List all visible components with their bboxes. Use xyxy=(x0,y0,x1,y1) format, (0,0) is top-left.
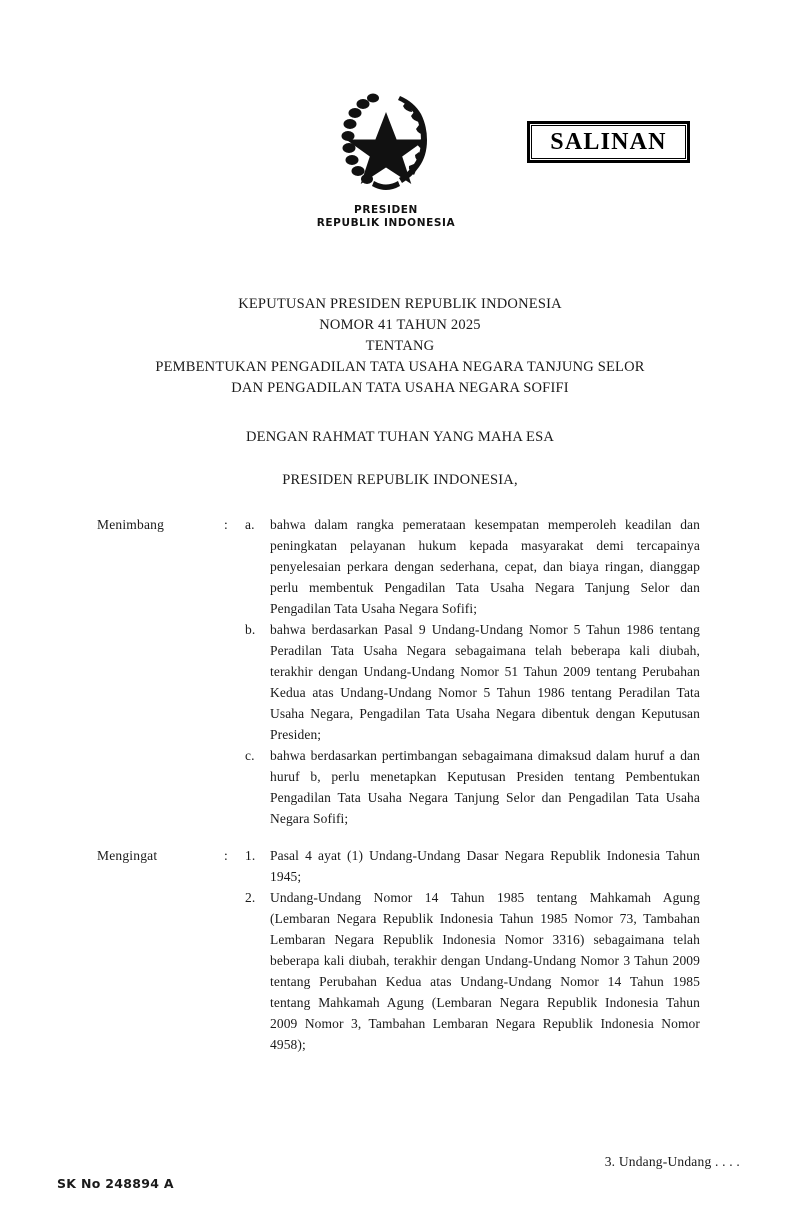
document-header xyxy=(0,0,800,250)
salinan-stamp-inner-border xyxy=(531,125,686,159)
title-line-tentang: TENTANG xyxy=(365,338,435,354)
clause-section-menimbang xyxy=(0,514,800,829)
issuer-line: PRESIDEN REPUBLIK INDONESIA, xyxy=(282,472,518,488)
title-line-subject-2: DAN PENGADILAN TATA USAHA NEGARA SOFIFI xyxy=(231,380,569,396)
clause-colon-mengingat: : xyxy=(224,848,228,863)
clause-section-mengingat xyxy=(0,845,800,1055)
clause-label-mengingat: Mengingat xyxy=(97,848,158,863)
indonesia-presidential-emblem-star-wreath-icon xyxy=(326,86,446,198)
clause-sections xyxy=(0,514,800,1055)
clause-item-marker: c. xyxy=(245,748,255,763)
title-line-decree-type: KEPUTUSAN PRESIDEN REPUBLIK INDONESIA xyxy=(238,296,562,312)
clause-item xyxy=(245,845,700,887)
title-line-number-year: NOMOR 41 TAHUN 2025 xyxy=(319,317,481,333)
clause-item-list-menimbang xyxy=(245,514,700,829)
clause-item-marker: 1. xyxy=(245,848,256,863)
clause-item xyxy=(245,887,700,1055)
continuation-marker: 3. Undang-Undang . . . . xyxy=(604,1154,740,1169)
clause-label-menimbang: Menimbang xyxy=(97,517,165,532)
clause-item xyxy=(245,514,700,619)
title-line-subject-1: PEMBENTUKAN PENGADILAN TATA USAHA NEGARA TANJUNG SELOR xyxy=(155,359,645,375)
clause-item-text: bahwa berdasarkan pertimbangan sebagaimana dimaksud dalam huruf a dan huruf b, perlu menetapkan Keputusan Presiden tentang Pembentukan Pengadilan Tata Usaha Negara Tanjung Selor dan Pengadilan Tata Usaha Negara Sofifi; xyxy=(270,748,700,826)
salinan-stamp-label: SALINAN xyxy=(550,129,667,155)
clause-item xyxy=(245,745,700,829)
emblem-caption-line-1: PRESIDEN xyxy=(354,204,418,216)
clause-item-marker: 2. xyxy=(245,890,256,905)
emblem-caption xyxy=(0,204,772,230)
clause-item-text: Pasal 4 ayat (1) Undang-Undang Dasar Negara Republik Indonesia Tahun 1945; xyxy=(270,848,700,884)
clause-item xyxy=(245,619,700,745)
emblem-caption-line-2: REPUBLIK INDONESIA xyxy=(316,217,456,229)
clause-item-marker: b. xyxy=(245,622,256,637)
clause-item-text: bahwa berdasarkan Pasal 9 Undang-Undang Nomor 5 Tahun 1986 tentang Peradilan Tata Usaha Negara sebagaimana telah beberapa kali diubah, terakhir dengan Undang-Undang Nomor 51 Tahun 2009 tentang Perubahan Kedua atas Undang-Undang Nomor 5 Tahun 1986 tentang Peradilan Tata Usaha Negara, Pengadilan Tata Usaha Negara dibentuk dengan Keputusan Presiden; xyxy=(270,622,700,742)
blessing-line: DENGAN RAHMAT TUHAN YANG MAHA ESA xyxy=(245,429,555,445)
document-code: SK No 248894 A xyxy=(57,1176,174,1191)
clause-item-text: Undang-Undang Nomor 14 Tahun 1985 tentang Mahkamah Agung (Lembaran Negara Republik Indonesia Tahun 1985 Nomor 73, Tambahan Lembaran Negara Republik Indonesia Nomor 3316) sebagaimana telah beberapa kali diubah, terakhir dengan Undang-Undang Nomor 3 Tahun 2009 tentang Perubahan Kedua atas Undang-Undang Nomor 14 Tahun 1985 tentang Mahkamah Agung (Lembaran Negara Republik Indonesia Tahun 2009 Nomor 3, Tambahan Lembaran Negara Republik Indonesia Nomor 4958); xyxy=(270,890,700,1052)
clause-item-list-mengingat xyxy=(245,845,700,1055)
clause-item-marker: a. xyxy=(245,517,255,532)
salinan-stamp xyxy=(527,121,690,163)
clause-item-text: bahwa dalam rangka pemerataan kesempatan memperoleh keadilan dan peningkatan pelayanan hukum kepada masyarakat demi tercapainya penyelesaian perkara dengan sederhana, cepat, dan biaya ringan, dianggap perlu membentuk Pengadilan Tata Usaha Negara Tanjung Selor dan Pengadilan Tata Usaha Negara Sofifi; xyxy=(270,517,700,616)
document-title xyxy=(60,294,740,399)
clause-colon-menimbang: : xyxy=(224,517,228,532)
